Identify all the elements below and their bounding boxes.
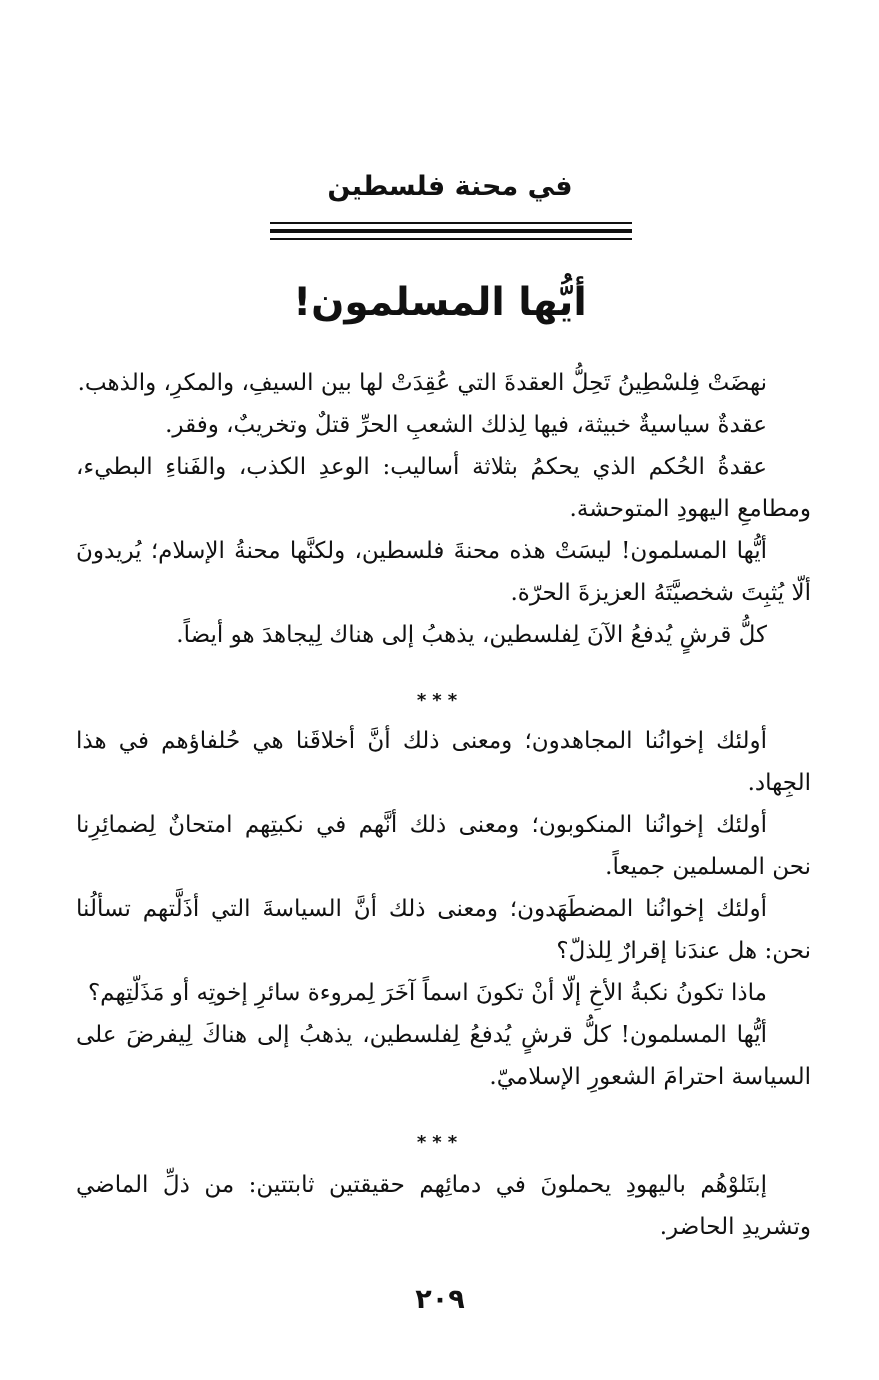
paragraph: أيُّها المسلمون! ليسَتْ هذه محنةَ فلسطين، ولكنَّها محنةُ الإسلام؛ يُريدونَ ألّا يُثبِتَ شخصيَّتَهُ العزيزةَ الحرّة. (76, 538, 811, 606)
paragraph: أولئك إخوانُنا المنكوبون؛ ومعنى ذلك أنَّهم في نكبتِهم امتحانٌ لِضمائِرِنا نحن المسلمين جميعاً. (76, 812, 811, 880)
running-head: في محنة فلسطين (327, 171, 573, 202)
paragraph: ماذا تكونُ نكبةُ الأخِ إلّا أنْ تكونَ اسماً آخَرَ لِمروءة سائرِ إخوتِه أو مَذَلّتِهم؟ (87, 980, 767, 1006)
header-rule-thin-top (270, 222, 632, 224)
paragraph: كلُّ قرشٍ يُدفعُ الآنَ لِفلسطين، يذهبُ إلى هناك لِيجاهدَ هو أيضاً. (176, 622, 767, 648)
header-rule-thin-bottom (270, 238, 632, 240)
section-3 (76, 1164, 811, 1248)
paragraph: نهضَتْ فِلسْطِينُ تَحِلُّ العقدةَ التي عُقِدَتْ لها بين السيفِ، والمكرِ، والذهب. (77, 370, 767, 396)
paragraph: عقدةٌ سياسيةٌ خبيثة، فيها لِذلك الشعبِ الحرِّ قتلٌ وتخريبٌ، وفقر. (165, 412, 767, 438)
paragraph: أولئك إخوانُنا المضطَهَدون؛ ومعنى ذلك أنَّ السياسةَ التي أذَلَّتهم تسألُنا نحن: هل عندَنا إقرارٌ لِلذلّ؟ (76, 896, 811, 964)
page-number: ٢٠٩ (415, 1284, 465, 1315)
paragraph: أولئك إخوانُنا المجاهدون؛ ومعنى ذلك أنَّ أخلاقَنا هي حُلفاؤهم في هذا الجِهاد. (76, 728, 811, 796)
section-2 (76, 720, 811, 1098)
paragraph: عقدةُ الحُكم الذي يحكمُ بثلاثة أساليب: الوعدِ الكذب، والفَناءِ البطيء، ومطامعِ اليهودِ المتوحشة. (76, 454, 811, 522)
section-separator: *** (416, 690, 464, 711)
section-1 (76, 362, 811, 656)
header-rule-thick (270, 229, 632, 233)
paragraph: إبتَلوْهُم باليهودِ يحملونَ في دمائِهم حقيقتين ثابتتين: من ذلِّ الماضي وتشريدِ الحاضر. (76, 1172, 811, 1240)
section-separator: *** (416, 1132, 464, 1153)
article-title: أيُّها المسلمون! (293, 280, 587, 325)
paragraph: أيُّها المسلمون! كلُّ قرشٍ يُدفعُ لِفلسطين، يذهبُ إلى هناكَ لِيفرضَ على السياسة احترامَ الشعورِ الإسلاميّ. (76, 1022, 811, 1090)
